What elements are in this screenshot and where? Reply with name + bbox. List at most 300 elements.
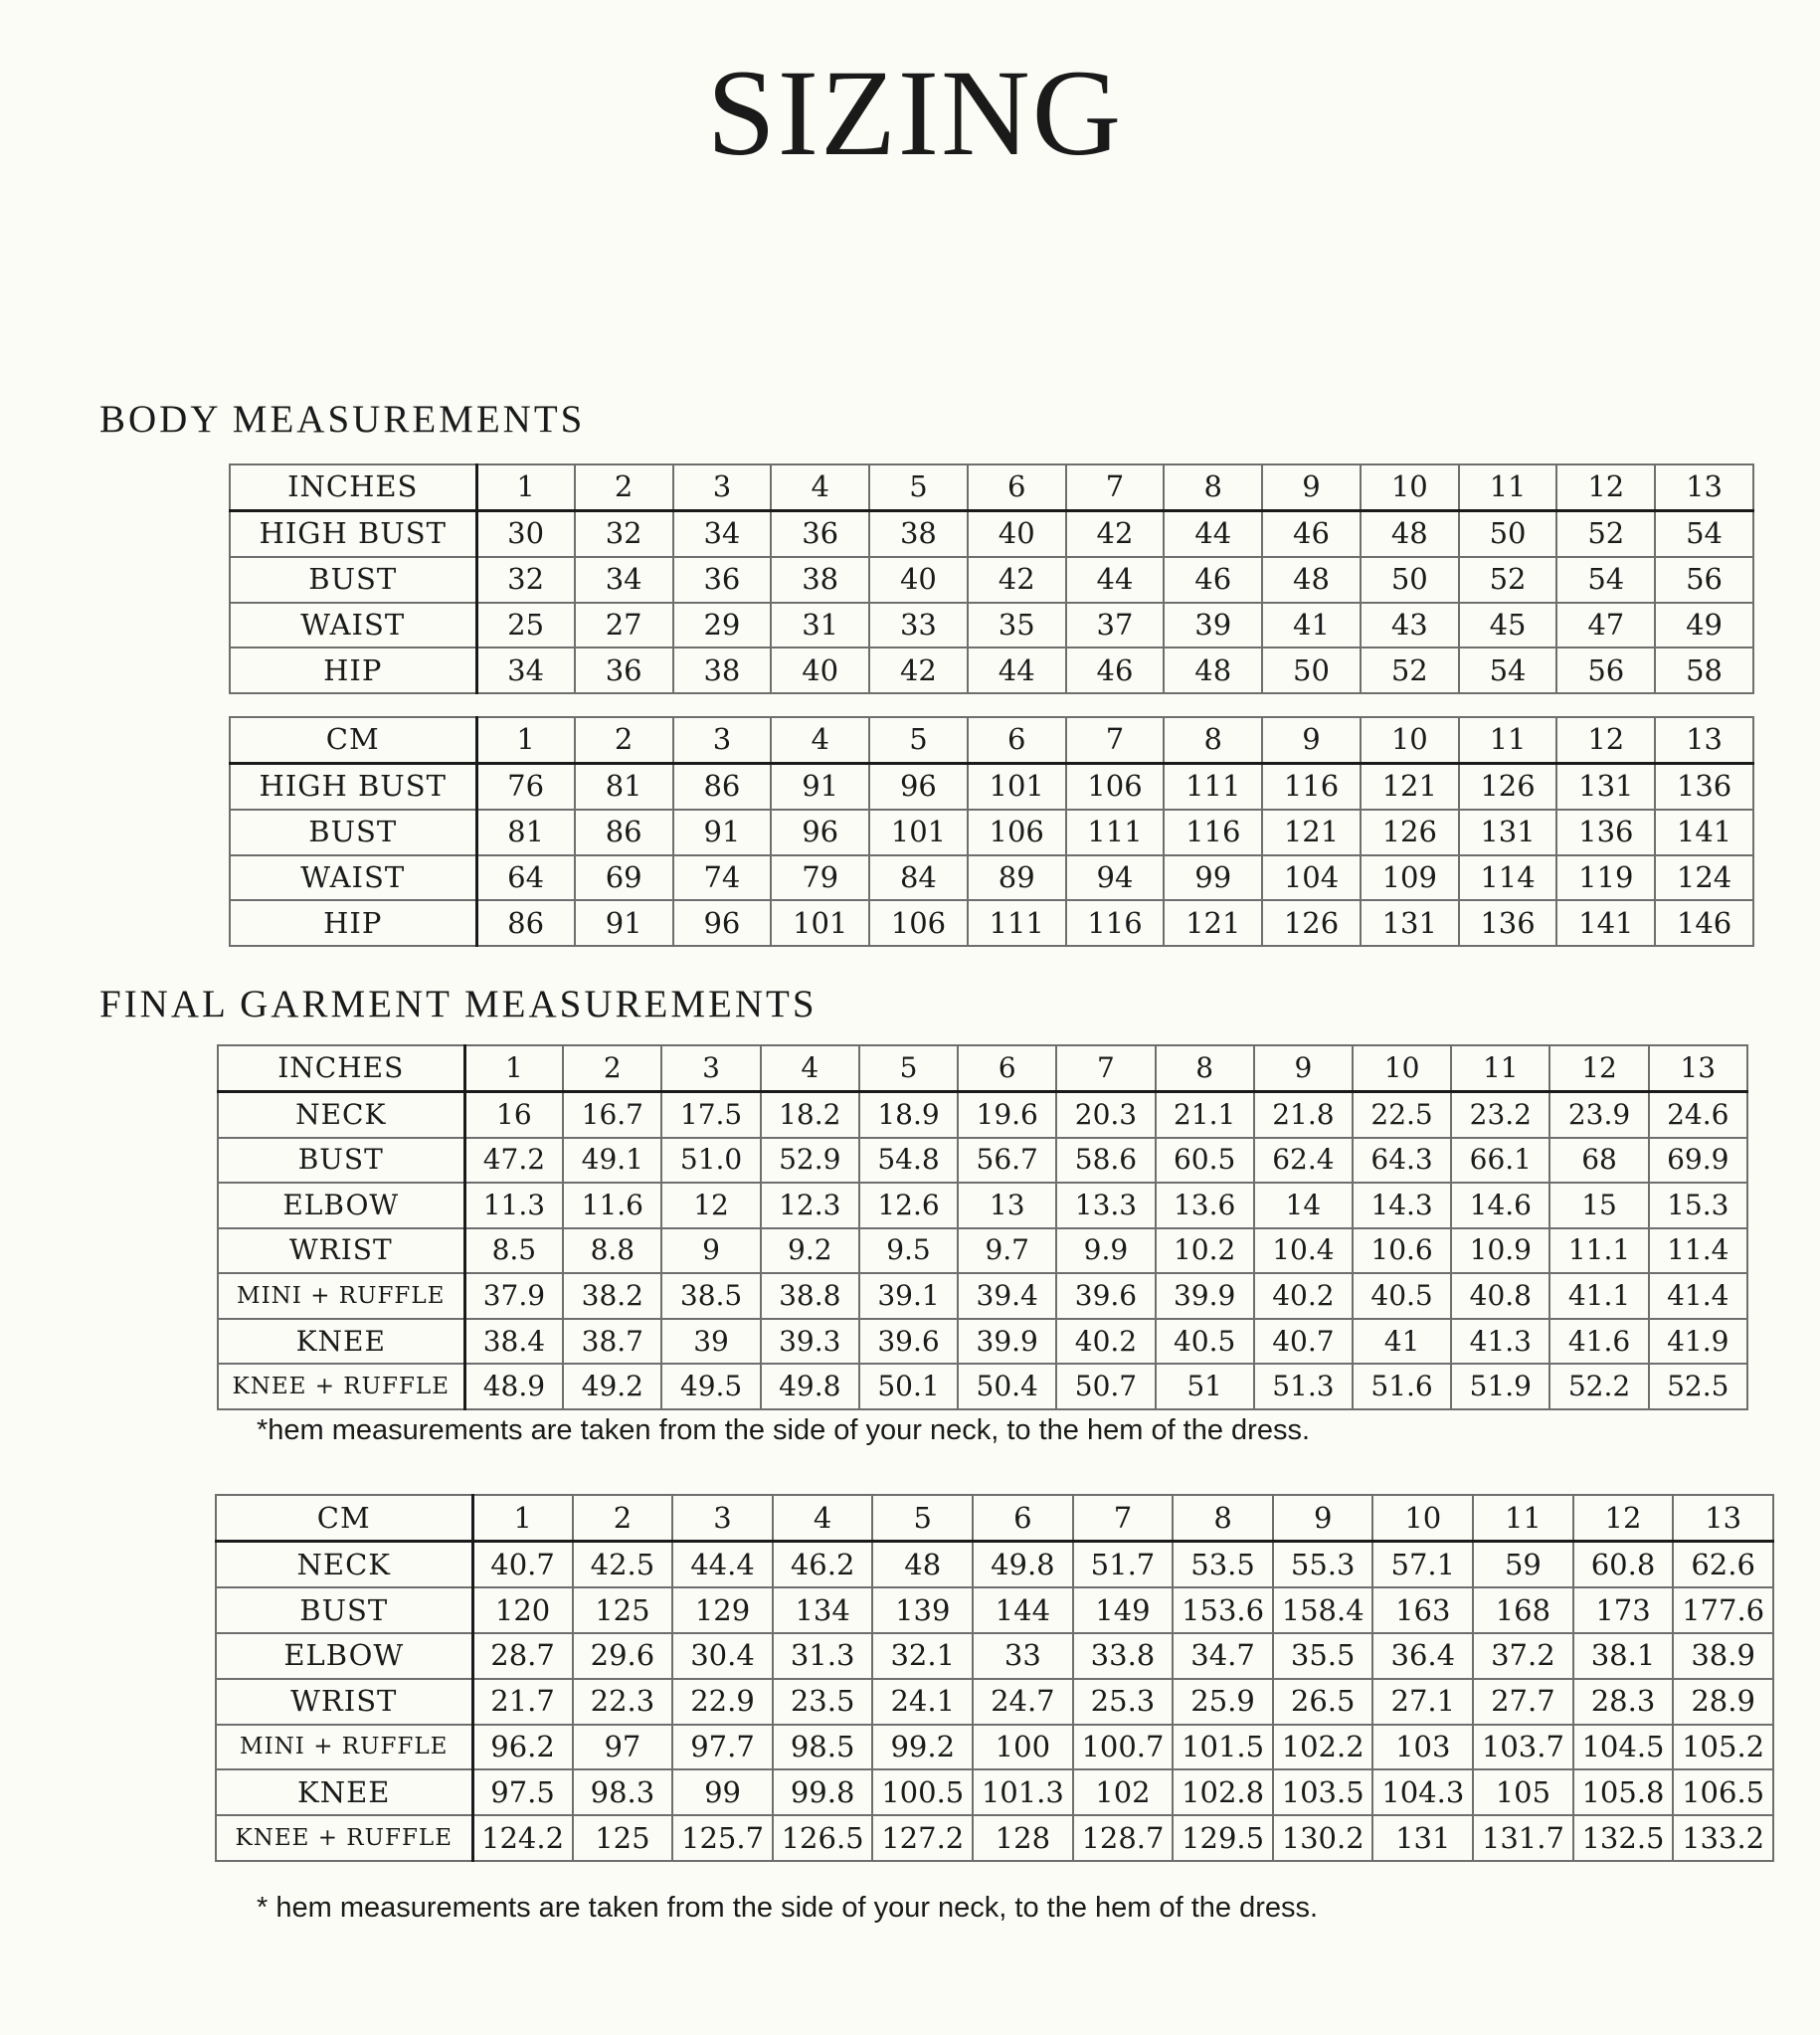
measurement-cell: 48 bbox=[1164, 648, 1262, 693]
measurement-cell: 41.4 bbox=[1649, 1273, 1747, 1319]
row-label: MINI + RUFFLE bbox=[218, 1273, 464, 1319]
measurement-cell: 100 bbox=[973, 1725, 1073, 1770]
size-header-cell: 1 bbox=[464, 1045, 563, 1091]
measurement-cell: 131 bbox=[1556, 763, 1655, 809]
measurement-cell: 101.3 bbox=[973, 1769, 1073, 1815]
measurement-cell: 62.4 bbox=[1254, 1138, 1353, 1184]
measurement-cell: 49.8 bbox=[761, 1364, 859, 1409]
measurement-cell: 37.9 bbox=[464, 1273, 563, 1319]
measurement-cell: 56 bbox=[1655, 557, 1753, 603]
measurement-cell: 39.9 bbox=[958, 1319, 1056, 1365]
measurement-cell: 101.5 bbox=[1173, 1725, 1273, 1770]
measurement-cell: 37 bbox=[1066, 603, 1165, 648]
measurement-cell: 38 bbox=[673, 648, 772, 693]
measurement-cell: 42 bbox=[869, 648, 968, 693]
measurement-cell: 38.5 bbox=[661, 1273, 760, 1319]
table-row-high-bust bbox=[230, 763, 1753, 809]
hem-note-cm: * hem measurements are taken from the side of your neck, to the hem of the dress. bbox=[257, 1892, 1319, 1924]
size-header-cell: 3 bbox=[673, 717, 772, 763]
measurement-cell: 26.5 bbox=[1273, 1679, 1373, 1725]
measurement-cell: 121 bbox=[1361, 763, 1459, 809]
measurement-cell: 10.2 bbox=[1156, 1228, 1254, 1274]
measurement-cell: 54 bbox=[1459, 648, 1557, 693]
measurement-cell: 38 bbox=[869, 510, 968, 556]
table-row-high-bust bbox=[230, 510, 1753, 556]
measurement-cell: 22.3 bbox=[573, 1679, 673, 1725]
measurement-cell: 22.5 bbox=[1353, 1091, 1451, 1137]
row-label: ELBOW bbox=[216, 1633, 472, 1679]
measurement-cell: 68 bbox=[1549, 1138, 1648, 1184]
measurement-cell: 29 bbox=[673, 603, 772, 648]
measurement-cell: 131 bbox=[1372, 1815, 1473, 1861]
measurement-cell: 41.9 bbox=[1649, 1319, 1747, 1365]
measurement-cell: 11.6 bbox=[563, 1183, 661, 1228]
measurement-cell: 132.5 bbox=[1573, 1815, 1674, 1861]
measurement-cell: 31 bbox=[771, 603, 869, 648]
measurement-cell: 38.4 bbox=[464, 1319, 563, 1365]
measurement-cell: 104.3 bbox=[1372, 1769, 1473, 1815]
measurement-cell: 40.8 bbox=[1451, 1273, 1549, 1319]
measurement-cell: 97.7 bbox=[672, 1725, 773, 1770]
measurement-cell: 36 bbox=[673, 557, 772, 603]
measurement-cell: 51.3 bbox=[1254, 1364, 1353, 1409]
size-header-cell: 12 bbox=[1549, 1045, 1648, 1091]
page-title: SIZING bbox=[706, 45, 1124, 181]
measurement-cell: 40.5 bbox=[1353, 1273, 1451, 1319]
measurement-cell: 24.1 bbox=[872, 1679, 973, 1725]
measurement-cell: 54 bbox=[1655, 510, 1753, 556]
measurement-cell: 24.6 bbox=[1649, 1091, 1747, 1137]
measurement-cell: 39 bbox=[661, 1319, 760, 1365]
size-header-cell: 10 bbox=[1361, 717, 1459, 763]
table-row-waist bbox=[230, 603, 1753, 648]
measurement-cell: 25 bbox=[476, 603, 575, 648]
measurement-cell: 99 bbox=[1164, 855, 1262, 901]
measurement-cell: 60.5 bbox=[1156, 1138, 1254, 1184]
measurement-cell: 74 bbox=[673, 855, 772, 901]
table-row-knee-ruffle bbox=[218, 1364, 1747, 1409]
size-header-cell: 3 bbox=[661, 1045, 760, 1091]
measurement-cell: 44 bbox=[1164, 510, 1262, 556]
measurement-cell: 129.5 bbox=[1173, 1815, 1273, 1861]
measurement-cell: 49 bbox=[1655, 603, 1753, 648]
measurement-cell: 131.7 bbox=[1473, 1815, 1573, 1861]
body-measurements-heading: BODY MEASUREMENTS bbox=[99, 398, 586, 441]
measurement-cell: 173 bbox=[1573, 1587, 1674, 1633]
measurement-cell: 27 bbox=[575, 603, 673, 648]
measurement-cell: 19.6 bbox=[958, 1091, 1056, 1137]
measurement-cell: 116 bbox=[1262, 763, 1361, 809]
body-inches-table bbox=[229, 463, 1754, 694]
measurement-cell: 21.7 bbox=[472, 1679, 573, 1725]
measurement-cell: 52 bbox=[1556, 510, 1655, 556]
size-header-cell: 4 bbox=[773, 1495, 873, 1542]
measurement-cell: 96 bbox=[869, 763, 968, 809]
measurement-cell: 57.1 bbox=[1372, 1542, 1473, 1588]
measurement-cell: 22.9 bbox=[672, 1679, 773, 1725]
measurement-cell: 84 bbox=[869, 855, 968, 901]
measurement-cell: 41.3 bbox=[1451, 1319, 1549, 1365]
measurement-cell: 40.2 bbox=[1254, 1273, 1353, 1319]
size-header-cell: 3 bbox=[672, 1495, 773, 1542]
measurement-cell: 10.4 bbox=[1254, 1228, 1353, 1274]
measurement-cell: 136 bbox=[1655, 763, 1753, 809]
measurement-cell: 25.3 bbox=[1073, 1679, 1174, 1725]
measurement-cell: 21.8 bbox=[1254, 1091, 1353, 1137]
measurement-cell: 105.2 bbox=[1673, 1725, 1773, 1770]
size-header-cell: 12 bbox=[1556, 717, 1655, 763]
measurement-cell: 47 bbox=[1556, 603, 1655, 648]
measurement-cell: 126 bbox=[1459, 763, 1557, 809]
size-header-cell: 13 bbox=[1655, 717, 1753, 763]
measurement-cell: 44.4 bbox=[672, 1542, 773, 1588]
size-header-cell: 8 bbox=[1156, 1045, 1254, 1091]
measurement-cell: 47.2 bbox=[464, 1138, 563, 1184]
measurement-cell: 127.2 bbox=[872, 1815, 973, 1861]
measurement-cell: 33 bbox=[869, 603, 968, 648]
measurement-cell: 9 bbox=[661, 1228, 760, 1274]
measurement-cell: 33 bbox=[973, 1633, 1073, 1679]
measurement-cell: 40 bbox=[968, 510, 1066, 556]
measurement-cell: 34 bbox=[476, 648, 575, 693]
measurement-cell: 10.6 bbox=[1353, 1228, 1451, 1274]
measurement-cell: 16.7 bbox=[563, 1091, 661, 1137]
size-header-cell: 1 bbox=[476, 464, 575, 510]
row-label: HIP bbox=[230, 900, 476, 946]
measurement-cell: 23.5 bbox=[773, 1679, 873, 1725]
measurement-cell: 69.9 bbox=[1649, 1138, 1747, 1184]
measurement-cell: 13 bbox=[958, 1183, 1056, 1228]
measurement-cell: 102.2 bbox=[1273, 1725, 1373, 1770]
measurement-cell: 124.2 bbox=[472, 1815, 573, 1861]
measurement-cell: 96 bbox=[771, 810, 869, 855]
measurement-cell: 114 bbox=[1459, 855, 1557, 901]
measurement-cell: 28.9 bbox=[1673, 1679, 1773, 1725]
measurement-cell: 30.4 bbox=[672, 1633, 773, 1679]
size-header-cell: 12 bbox=[1573, 1495, 1674, 1542]
row-label: NECK bbox=[216, 1542, 472, 1588]
measurement-cell: 38.8 bbox=[761, 1273, 859, 1319]
size-header-cell: 11 bbox=[1451, 1045, 1549, 1091]
measurement-cell: 46 bbox=[1262, 510, 1361, 556]
measurement-cell: 91 bbox=[575, 900, 673, 946]
table-row-wrist bbox=[216, 1679, 1773, 1725]
measurement-cell: 136 bbox=[1459, 900, 1557, 946]
measurement-cell: 11.1 bbox=[1549, 1228, 1648, 1274]
measurement-cell: 99.8 bbox=[773, 1769, 873, 1815]
measurement-cell: 153.6 bbox=[1173, 1587, 1273, 1633]
measurement-cell: 31.3 bbox=[773, 1633, 873, 1679]
measurement-cell: 81 bbox=[575, 763, 673, 809]
measurement-cell: 39.6 bbox=[1056, 1273, 1155, 1319]
unit-label: CM bbox=[216, 1495, 472, 1542]
measurement-cell: 50.1 bbox=[859, 1364, 958, 1409]
measurement-cell: 39.1 bbox=[859, 1273, 958, 1319]
measurement-cell: 48 bbox=[872, 1542, 973, 1588]
size-header-cell: 5 bbox=[869, 717, 968, 763]
measurement-cell: 86 bbox=[476, 900, 575, 946]
measurement-cell: 58 bbox=[1655, 648, 1753, 693]
measurement-cell: 103.7 bbox=[1473, 1725, 1573, 1770]
size-header-cell: 8 bbox=[1173, 1495, 1273, 1542]
measurement-cell: 105.8 bbox=[1573, 1769, 1674, 1815]
size-header-cell: 1 bbox=[472, 1495, 573, 1542]
size-header-cell: 1 bbox=[476, 717, 575, 763]
measurement-cell: 62.6 bbox=[1673, 1542, 1773, 1588]
measurement-cell: 42.5 bbox=[573, 1542, 673, 1588]
table-row-bust bbox=[216, 1587, 1773, 1633]
measurement-cell: 12 bbox=[661, 1183, 760, 1228]
measurement-cell: 52.9 bbox=[761, 1138, 859, 1184]
measurement-cell: 99 bbox=[672, 1769, 773, 1815]
measurement-cell: 33.8 bbox=[1073, 1633, 1174, 1679]
measurement-cell: 66.1 bbox=[1451, 1138, 1549, 1184]
table-row-neck bbox=[218, 1091, 1747, 1137]
row-label: KNEE + RUFFLE bbox=[218, 1364, 464, 1409]
measurement-cell: 39.4 bbox=[958, 1273, 1056, 1319]
measurement-cell: 105 bbox=[1473, 1769, 1573, 1815]
table-row-wrist bbox=[218, 1228, 1747, 1274]
measurement-cell: 40.5 bbox=[1156, 1319, 1254, 1365]
measurement-cell: 60.8 bbox=[1573, 1542, 1674, 1588]
row-label: MINI + RUFFLE bbox=[216, 1725, 472, 1770]
size-header-cell: 2 bbox=[573, 1495, 673, 1542]
table-row-hip bbox=[230, 648, 1753, 693]
measurement-cell: 23.9 bbox=[1549, 1091, 1648, 1137]
measurement-cell: 18.2 bbox=[761, 1091, 859, 1137]
table-row-bust bbox=[230, 810, 1753, 855]
measurement-cell: 98.3 bbox=[573, 1769, 673, 1815]
row-label: WRIST bbox=[216, 1679, 472, 1725]
measurement-cell: 100.7 bbox=[1073, 1725, 1174, 1770]
measurement-cell: 126 bbox=[1361, 810, 1459, 855]
measurement-cell: 34 bbox=[575, 557, 673, 603]
row-label: WRIST bbox=[218, 1228, 464, 1274]
measurement-cell: 34.7 bbox=[1173, 1633, 1273, 1679]
measurement-cell: 13.6 bbox=[1156, 1183, 1254, 1228]
garment-inches-table bbox=[217, 1044, 1748, 1410]
table-row-mini-ruffle bbox=[216, 1725, 1773, 1770]
size-header-cell: 6 bbox=[973, 1495, 1073, 1542]
measurement-cell: 25.9 bbox=[1173, 1679, 1273, 1725]
measurement-cell: 46 bbox=[1164, 557, 1262, 603]
measurement-cell: 134 bbox=[773, 1587, 873, 1633]
size-header-cell: 4 bbox=[761, 1045, 859, 1091]
size-header-cell: 5 bbox=[869, 464, 968, 510]
measurement-cell: 46.2 bbox=[773, 1542, 873, 1588]
size-header-cell: 4 bbox=[771, 717, 869, 763]
measurement-cell: 11.3 bbox=[464, 1183, 563, 1228]
measurement-cell: 13.3 bbox=[1056, 1183, 1155, 1228]
measurement-cell: 9.5 bbox=[859, 1228, 958, 1274]
measurement-cell: 51.0 bbox=[661, 1138, 760, 1184]
size-header-cell: 13 bbox=[1649, 1045, 1747, 1091]
row-label: HIP bbox=[230, 648, 476, 693]
measurement-cell: 51.9 bbox=[1451, 1364, 1549, 1409]
measurement-cell: 14 bbox=[1254, 1183, 1353, 1228]
measurement-cell: 23.2 bbox=[1451, 1091, 1549, 1137]
measurement-cell: 121 bbox=[1164, 900, 1262, 946]
measurement-cell: 50 bbox=[1361, 557, 1459, 603]
measurement-cell: 38.7 bbox=[563, 1319, 661, 1365]
measurement-cell: 168 bbox=[1473, 1587, 1573, 1633]
measurement-cell: 40.7 bbox=[1254, 1319, 1353, 1365]
measurement-cell: 30 bbox=[476, 510, 575, 556]
measurement-cell: 111 bbox=[1066, 810, 1165, 855]
size-header-cell: 2 bbox=[575, 464, 673, 510]
measurement-cell: 125 bbox=[573, 1815, 673, 1861]
measurement-cell: 9.2 bbox=[761, 1228, 859, 1274]
measurement-cell: 91 bbox=[673, 810, 772, 855]
measurement-cell: 51.7 bbox=[1073, 1542, 1174, 1588]
measurement-cell: 141 bbox=[1556, 900, 1655, 946]
size-header-cell: 10 bbox=[1372, 1495, 1473, 1542]
measurement-cell: 163 bbox=[1372, 1587, 1473, 1633]
measurement-cell: 52.5 bbox=[1649, 1364, 1747, 1409]
measurement-cell: 109 bbox=[1361, 855, 1459, 901]
measurement-cell: 27.7 bbox=[1473, 1679, 1573, 1725]
measurement-cell: 10.9 bbox=[1451, 1228, 1549, 1274]
measurement-cell: 106 bbox=[968, 810, 1066, 855]
measurement-cell: 34 bbox=[673, 510, 772, 556]
measurement-cell: 56 bbox=[1556, 648, 1655, 693]
measurement-cell: 69 bbox=[575, 855, 673, 901]
measurement-cell: 40 bbox=[771, 648, 869, 693]
size-header-cell: 8 bbox=[1164, 717, 1262, 763]
measurement-cell: 101 bbox=[968, 763, 1066, 809]
measurement-cell: 52 bbox=[1361, 648, 1459, 693]
measurement-cell: 50 bbox=[1262, 648, 1361, 693]
measurement-cell: 12.3 bbox=[761, 1183, 859, 1228]
size-header-cell: 10 bbox=[1361, 464, 1459, 510]
measurement-cell: 41.1 bbox=[1549, 1273, 1648, 1319]
table-row-waist bbox=[230, 855, 1753, 901]
measurement-cell: 141 bbox=[1655, 810, 1753, 855]
table-row-knee bbox=[218, 1319, 1747, 1365]
measurement-cell: 50 bbox=[1459, 510, 1557, 556]
measurement-cell: 97.5 bbox=[472, 1769, 573, 1815]
measurement-cell: 130.2 bbox=[1273, 1815, 1373, 1861]
row-label: BUST bbox=[218, 1138, 464, 1184]
size-header-cell: 7 bbox=[1066, 464, 1165, 510]
size-header-cell: 7 bbox=[1056, 1045, 1155, 1091]
measurement-cell: 43 bbox=[1361, 603, 1459, 648]
measurement-cell: 9.7 bbox=[958, 1228, 1056, 1274]
garment-cm-table bbox=[215, 1494, 1774, 1862]
measurement-cell: 37.2 bbox=[1473, 1633, 1573, 1679]
table-row-knee bbox=[216, 1769, 1773, 1815]
row-label: BUST bbox=[230, 557, 476, 603]
row-label: HIGH BUST bbox=[230, 510, 476, 556]
unit-label: INCHES bbox=[218, 1045, 464, 1091]
measurement-cell: 50.4 bbox=[958, 1364, 1056, 1409]
row-label: ELBOW bbox=[218, 1183, 464, 1228]
measurement-cell: 28.7 bbox=[472, 1633, 573, 1679]
measurement-cell: 99.2 bbox=[872, 1725, 973, 1770]
measurement-cell: 126.5 bbox=[773, 1815, 873, 1861]
measurement-cell: 49.8 bbox=[973, 1542, 1073, 1588]
measurement-cell: 116 bbox=[1066, 900, 1165, 946]
size-header-cell: 10 bbox=[1353, 1045, 1451, 1091]
measurement-cell: 41 bbox=[1353, 1319, 1451, 1365]
measurement-cell: 38.1 bbox=[1573, 1633, 1674, 1679]
size-header-cell: 5 bbox=[872, 1495, 973, 1542]
measurement-cell: 51.6 bbox=[1353, 1364, 1451, 1409]
measurement-cell: 48.9 bbox=[464, 1364, 563, 1409]
size-header-cell: 2 bbox=[563, 1045, 661, 1091]
unit-label: CM bbox=[230, 717, 476, 763]
measurement-cell: 103.5 bbox=[1273, 1769, 1373, 1815]
size-header-cell: 6 bbox=[968, 717, 1066, 763]
measurement-cell: 38.2 bbox=[563, 1273, 661, 1319]
measurement-cell: 41.6 bbox=[1549, 1319, 1648, 1365]
measurement-cell: 32 bbox=[476, 557, 575, 603]
measurement-cell: 48 bbox=[1262, 557, 1361, 603]
measurement-cell: 48 bbox=[1361, 510, 1459, 556]
measurement-cell: 111 bbox=[1164, 763, 1262, 809]
measurement-cell: 21.1 bbox=[1156, 1091, 1254, 1137]
size-header-cell: 7 bbox=[1073, 1495, 1174, 1542]
measurement-cell: 59 bbox=[1473, 1542, 1573, 1588]
measurement-cell: 8.5 bbox=[464, 1228, 563, 1274]
measurement-cell: 14.3 bbox=[1353, 1183, 1451, 1228]
size-header-cell: 13 bbox=[1655, 464, 1753, 510]
measurement-cell: 131 bbox=[1361, 900, 1459, 946]
table-row-neck bbox=[216, 1542, 1773, 1588]
measurement-cell: 49.1 bbox=[563, 1138, 661, 1184]
table-row-elbow bbox=[218, 1183, 1747, 1228]
size-header-cell: 11 bbox=[1473, 1495, 1573, 1542]
measurement-cell: 139 bbox=[872, 1587, 973, 1633]
measurement-cell: 56.7 bbox=[958, 1138, 1056, 1184]
measurement-cell: 18.9 bbox=[859, 1091, 958, 1137]
row-label: BUST bbox=[230, 810, 476, 855]
measurement-cell: 106 bbox=[869, 900, 968, 946]
measurement-cell: 42 bbox=[1066, 510, 1165, 556]
row-label: WAIST bbox=[230, 855, 476, 901]
size-header-cell: 5 bbox=[859, 1045, 958, 1091]
measurement-cell: 133.2 bbox=[1673, 1815, 1773, 1861]
measurement-cell: 39.3 bbox=[761, 1319, 859, 1365]
measurement-cell: 100.5 bbox=[872, 1769, 973, 1815]
table-row-mini-ruffle bbox=[218, 1273, 1747, 1319]
measurement-cell: 54.8 bbox=[859, 1138, 958, 1184]
measurement-cell: 124 bbox=[1655, 855, 1753, 901]
measurement-cell: 9.9 bbox=[1056, 1228, 1155, 1274]
size-header-cell: 9 bbox=[1273, 1495, 1373, 1542]
measurement-cell: 144 bbox=[973, 1587, 1073, 1633]
measurement-cell: 128 bbox=[973, 1815, 1073, 1861]
size-header-cell: 6 bbox=[968, 464, 1066, 510]
table-header-row bbox=[218, 1045, 1747, 1091]
measurement-cell: 42 bbox=[968, 557, 1066, 603]
row-label: HIGH BUST bbox=[230, 763, 476, 809]
measurement-cell: 121 bbox=[1262, 810, 1361, 855]
measurement-cell: 32 bbox=[575, 510, 673, 556]
measurement-cell: 15.3 bbox=[1649, 1183, 1747, 1228]
size-header-cell: 9 bbox=[1254, 1045, 1353, 1091]
measurement-cell: 177.6 bbox=[1673, 1587, 1773, 1633]
size-header-cell: 3 bbox=[673, 464, 772, 510]
measurement-cell: 96.2 bbox=[472, 1725, 573, 1770]
size-header-cell: 11 bbox=[1459, 717, 1557, 763]
measurement-cell: 101 bbox=[771, 900, 869, 946]
measurement-cell: 20.3 bbox=[1056, 1091, 1155, 1137]
measurement-cell: 98.5 bbox=[773, 1725, 873, 1770]
measurement-cell: 35 bbox=[968, 603, 1066, 648]
size-header-cell: 9 bbox=[1262, 717, 1361, 763]
size-header-cell: 13 bbox=[1673, 1495, 1773, 1542]
